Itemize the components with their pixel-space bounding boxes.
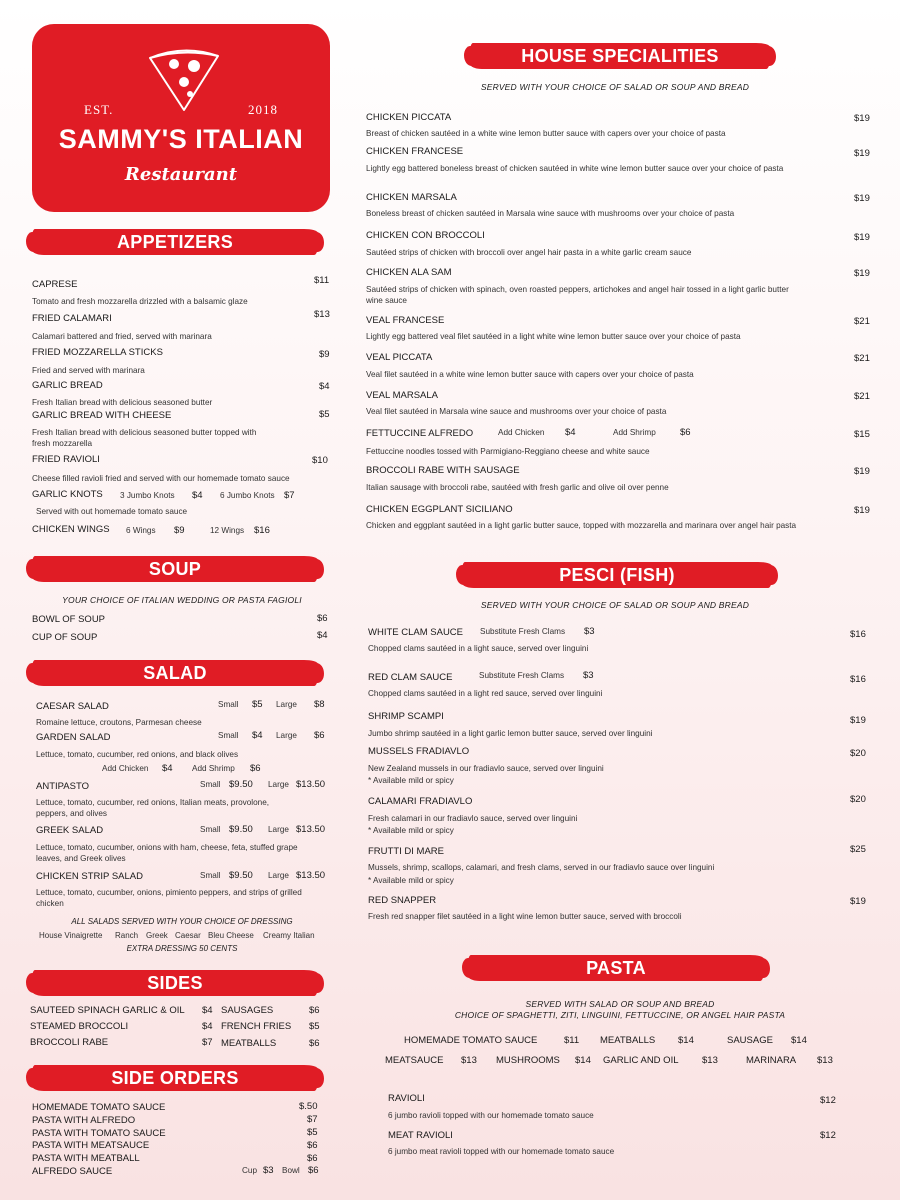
menu-item-price: $21 [854, 353, 870, 364]
menu-item-name: WHITE CLAM SAUCE [368, 627, 464, 638]
small-price: $9.50 [229, 870, 253, 881]
menu-item-price: $19 [850, 715, 866, 726]
pasta-option-name: MUSHROOMS [496, 1055, 560, 1066]
side-orders-header: SIDE ORDERS [32, 1065, 318, 1091]
option-label: 3 Jumbo Knots [120, 491, 175, 500]
option-price: $7 [284, 490, 295, 501]
option-price: $3 [584, 626, 595, 637]
pizza-slice-icon [144, 44, 222, 112]
option-label: Add Shrimp [613, 428, 656, 437]
restaurant-logo [32, 24, 330, 212]
spicy-note: * Available mild or spicy [368, 776, 454, 785]
large-label: Large [276, 731, 297, 740]
add-shrimp-price: $6 [250, 763, 261, 774]
option-label: 6 Jumbo Knots [220, 491, 275, 500]
large-label: Large [276, 700, 297, 709]
large-price: $13.50 [296, 824, 326, 835]
menu-item-price: $11 [314, 275, 330, 286]
menu-item-price: $5 [309, 1021, 320, 1032]
pasta-option-price: $13 [702, 1055, 718, 1066]
menu-item-price: $19 [854, 268, 870, 279]
menu-item-desc: Lightly egg battered veal filet sautéed in a light white wine lemon butter sauce over your choice of pasta [366, 332, 741, 341]
menu-item-name: CHICKEN FRANCESE [366, 146, 464, 157]
restaurant-name: SAMMY'S ITALIAN [58, 124, 304, 154]
menu-item-name: ANTIPASTO [36, 781, 89, 792]
pasta-option-price: $13 [461, 1055, 477, 1066]
menu-item-name: MUSSELS FRADIAVLO [368, 746, 470, 757]
menu-item-price: $19 [854, 232, 870, 243]
dressing-option: Creamy Italian [263, 931, 315, 940]
menu-item-desc: Lettuce, tomato, cucumber, onions, pimiento peppers, and strips of grilled chicken [36, 888, 302, 908]
menu-item-desc: Cheese filled ravioli fried and served with our homemade tomato sauce [32, 474, 290, 483]
pasta-choice-note: CHOICE OF SPAGHETTI, ZITI, LINGUINI, FETTUCCINE, OR ANGEL HAIR PASTA [454, 1010, 786, 1020]
menu-item-price: $4 [317, 630, 328, 641]
menu-item-name: PASTA WITH MEATBALL [32, 1153, 140, 1164]
small-label: Small [200, 871, 221, 880]
menu-item-name: BROCCOLI RABE [30, 1037, 109, 1048]
menu-item-price: $6 [309, 1005, 320, 1016]
option-label: 12 Wings [210, 526, 245, 535]
option-label: Substitute Fresh Clams [479, 671, 565, 680]
small-price: $9.50 [229, 824, 253, 835]
menu-item-desc: Tomato and fresh mozzarella drizzled with a balsamic glaze [32, 297, 248, 306]
menu-item-price: $19 [854, 466, 870, 477]
menu-item-name: MEAT RAVIOLI [388, 1130, 453, 1141]
menu-item-price: $19 [854, 505, 870, 516]
dressing-option: Bleu Cheese [208, 931, 254, 940]
menu-item-name: SAUTEED SPINACH GARLIC & OIL [30, 1005, 185, 1016]
menu-item-desc: Veal filet sautéed in Marsala wine sauce and mushrooms over your choice of pasta [366, 407, 667, 416]
menu-item-desc: Romaine lettuce, croutons, Parmesan cheese [36, 718, 202, 727]
option-price: $3 [583, 670, 594, 681]
menu-item-name: FRENCH FRIES [221, 1021, 292, 1032]
spicy-note: * Available mild or spicy [368, 876, 454, 885]
menu-item-price: $.50 [299, 1101, 318, 1112]
menu-item-desc: 6 jumbo ravioli topped with our homemade tomato sauce [388, 1111, 594, 1120]
menu-item-desc: Fettuccine noodles tossed with Parmigiano-Reggiano cheese and white sauce [366, 447, 650, 456]
menu-item-name: HOMEMADE TOMATO SAUCE [32, 1102, 166, 1113]
menu-item-price: $5 [319, 409, 330, 420]
pasta-option-price: $11 [564, 1035, 580, 1046]
menu-item-name: CHICKEN ALA SAM [366, 267, 452, 278]
menu-item-price: $10 [312, 455, 328, 466]
menu-item-price: $19 [854, 113, 870, 124]
cup-price: $3 [263, 1165, 274, 1176]
menu-item-price: $16 [850, 674, 866, 685]
menu-item-price: $19 [854, 148, 870, 159]
menu-item-price: $25 [850, 844, 866, 855]
menu-item-desc: Sautéed strips of chicken with broccoli over angel hair pasta in a white garlic cream sauce [366, 248, 692, 257]
menu-item-name: PASTA WITH ALFREDO [32, 1115, 136, 1126]
menu-item-desc: Calamari battered and fried, served with marinara [32, 332, 212, 341]
menu-item-name: PASTA WITH MEATSAUCE [32, 1140, 150, 1151]
option-price: $6 [680, 427, 691, 438]
menu-item-name: FRIED RAVIOLI [32, 454, 100, 465]
add-chicken-label: Add Chicken [102, 764, 149, 773]
menu-item-name: CHICKEN EGGPLANT SICILIANO [366, 504, 513, 515]
menu-item-name: GREEK SALAD [36, 825, 104, 836]
menu-item-desc: Fried and served with marinara [32, 366, 145, 375]
menu-item-desc: Lettuce, tomato, cucumber, onions with ham, cheese, feta, stuffed grape leaves, and Greek olives [36, 843, 298, 863]
menu-item-name: CAPRESE [32, 279, 78, 290]
menu-item-price: $21 [854, 316, 870, 327]
dressing-option: House Vinaigrette [39, 931, 103, 940]
menu-item-price: $16 [850, 629, 866, 640]
large-label: Large [268, 825, 289, 834]
menu-item-price: $7 [202, 1037, 213, 1048]
pasta-option-price: $13 [817, 1055, 833, 1066]
menu-item-name: CALAMARI FRADIAVLO [368, 796, 473, 807]
option-price: $9 [174, 525, 185, 536]
small-label: Small [218, 731, 239, 740]
menu-item-price: $6 [307, 1153, 318, 1164]
large-label: Large [268, 871, 289, 880]
logo-year: 2018 [248, 102, 278, 117]
menu-item-price: $19 [850, 896, 866, 907]
menu-item-desc: Lettuce, tomato, cucumber, red onions, and black olives [36, 750, 239, 759]
large-price: $8 [314, 699, 325, 710]
pasta-option-name: MARINARA [746, 1055, 797, 1066]
menu-item-name: CHICKEN STRIP SALAD [36, 871, 143, 882]
menu-item-name: GARDEN SALAD [36, 732, 111, 743]
menu-item-price: $15 [854, 429, 870, 440]
small-price: $9.50 [229, 779, 253, 790]
dressing-note: ALL SALADS SERVED WITH YOUR CHOICE OF DRESSING [71, 917, 293, 926]
menu-item-name: PASTA WITH TOMATO SAUCE [32, 1128, 166, 1139]
small-price: $5 [252, 699, 263, 710]
large-price: $6 [314, 730, 325, 741]
menu-item-name: BROCCOLI RABE WITH SAUSAGE [366, 465, 520, 476]
large-price: $13.50 [296, 779, 326, 790]
add-chicken-price: $4 [162, 763, 173, 774]
pasta-option-price: $14 [575, 1055, 591, 1066]
menu-item-name: CAESAR SALAD [36, 701, 109, 712]
menu-item-name: CUP OF SOUP [32, 632, 98, 643]
menu-item-name: FRIED CALAMARI [32, 313, 112, 324]
extra-dressing-note: EXTRA DRESSING 50 CENTS [126, 944, 238, 953]
menu-item-desc: Fresh calamari in our fradiavlo sauce, served over linguini [368, 814, 578, 823]
menu-item-name: VEAL FRANCESE [366, 315, 445, 326]
menu-item-price: $20 [850, 794, 866, 805]
house-note: SERVED WITH YOUR CHOICE OF SALAD OR SOUP AND BREAD [480, 82, 750, 92]
menu-item-desc: Fresh Italian bread with delicious seasoned butter [32, 398, 213, 407]
menu-item-price: $4 [202, 1021, 213, 1032]
menu-item-name: FRUTTI DI MARE [368, 846, 444, 857]
menu-item-name: SAUSAGES [221, 1005, 274, 1016]
bowl-price: $6 [308, 1165, 319, 1176]
menu-item-price: $19 [854, 193, 870, 204]
menu-item-name: ALFREDO SAUCE [32, 1166, 113, 1177]
menu-item-desc: Fresh Italian bread with delicious seasoned butter topped with fresh mozzarella [32, 428, 257, 448]
menu-item-name: CHICKEN PICCATA [366, 112, 452, 123]
menu-item-price: $9 [319, 349, 330, 360]
pasta-option-name: GARLIC AND OIL [603, 1055, 679, 1066]
menu-item-desc: Chicken and eggplant sautéed in a light garlic butter sauce, topped with mozzarella and marinara over angel hair pasta [366, 521, 797, 530]
menu-item-desc: Chopped clams sautéed in a light red sauce, served over linguini [368, 689, 603, 698]
option-label: Add Chicken [498, 428, 545, 437]
menu-item-price: $12 [820, 1130, 836, 1141]
menu-item-desc: Chopped clams sautéed in a light sauce, served over linguini [368, 644, 589, 653]
soup-note: YOUR CHOICE OF ITALIAN WEDDING OR PASTA FAGIOLI [62, 595, 302, 605]
menu-item-desc: Jumbo shrimp sautéed in a light garlic lemon butter sauce, served over linguini [368, 729, 653, 738]
menu-item-name: CHICKEN WINGS [32, 524, 110, 535]
menu-item-price: $21 [854, 391, 870, 402]
menu-item-desc: Italian sausage with broccoli rabe, sautéed with fresh garlic and olive oil over penne [366, 483, 669, 492]
small-label: Small [218, 700, 239, 709]
menu-item-price: $20 [850, 748, 866, 759]
menu-item-price: $7 [307, 1114, 318, 1125]
option-price: $16 [254, 525, 270, 536]
option-label: Substitute Fresh Clams [480, 627, 566, 636]
menu-item-price: $12 [820, 1095, 836, 1106]
bowl-label: Bowl [282, 1166, 300, 1175]
pesci-header: PESCI (FISH) [462, 562, 772, 588]
menu-item-name: GARLIC BREAD WITH CHEESE [32, 410, 172, 421]
restaurant-subtitle: Restaurant [124, 164, 238, 185]
menu-item-desc: Lettuce, tomato, cucumber, red onions, Italian meats, provolone, peppers, and olives [36, 798, 270, 818]
pasta-option-price: $14 [678, 1035, 694, 1046]
menu-item-name: RED CLAM SAUCE [368, 672, 453, 683]
option-label: 6 Wings [126, 526, 156, 535]
large-label: Large [268, 780, 289, 789]
pasta-option-name: HOMEMADE TOMATO SAUCE [404, 1035, 538, 1046]
menu-item-price: $6 [309, 1038, 320, 1049]
option-price: $4 [565, 427, 576, 438]
spicy-note: * Available mild or spicy [368, 826, 454, 835]
menu-item-name: FETTUCCINE ALFREDO [366, 428, 474, 439]
menu-item-name: CHICKEN CON BROCCOLI [366, 230, 485, 241]
menu-item-price: $4 [319, 381, 330, 392]
sides-header: SIDES [32, 970, 318, 996]
pasta-header: PASTA [468, 955, 764, 981]
menu-item-desc: Veal filet sautéed in a white wine lemon butter sauce with capers over your choice of pasta [366, 370, 694, 379]
pesci-note: SERVED WITH YOUR CHOICE OF SALAD OR SOUP AND BREAD [480, 600, 750, 610]
menu-item-name: RAVIOLI [388, 1093, 425, 1104]
menu-item-name: STEAMED BROCCOLI [30, 1021, 129, 1032]
menu-item-name: VEAL MARSALA [366, 390, 438, 401]
salad-header: SALAD [32, 660, 318, 686]
menu-item-price: $6 [307, 1140, 318, 1151]
menu-item-name: GARLIC KNOTS [32, 489, 103, 500]
pasta-option-name: SAUSAGE [727, 1035, 773, 1046]
pasta-note: SERVED WITH SALAD OR SOUP AND BREAD [525, 999, 715, 1009]
small-label: Small [200, 825, 221, 834]
menu-item-name: BOWL OF SOUP [32, 614, 106, 625]
menu-item-desc: Served with out homemade tomato sauce [36, 507, 188, 516]
appetizers-header: APPETIZERS [32, 229, 318, 255]
menu-item-desc: Lightly egg battered boneless breast of chicken sautéed in white wine lemon butter sauce over your choice of pasta [366, 164, 784, 173]
menu-item-name: RED SNAPPER [368, 895, 437, 906]
menu-item-desc: 6 jumbo meat ravioli topped with our homemade tomato sauce [388, 1147, 615, 1156]
menu-item-name: MEATBALLS [221, 1038, 277, 1049]
menu-item-desc: Sautéed strips of chicken with spinach, oven roasted peppers, artichokes and angel hair tossed in a light garlic butter wine sauce [366, 285, 789, 305]
menu-item-name: CHICKEN MARSALA [366, 192, 457, 203]
menu-item-desc: Mussels, shrimp, scallops, calamari, and fresh clams, served in our fradiavlo sauce over linguini [368, 863, 715, 872]
menu-item-name: GARLIC BREAD [32, 380, 103, 391]
small-price: $4 [252, 730, 263, 741]
menu-item-price: $4 [202, 1005, 213, 1016]
dressing-option: Greek [146, 931, 168, 940]
menu-item-name: VEAL PICCATA [366, 352, 433, 363]
large-price: $13.50 [296, 870, 326, 881]
menu-item-price: $5 [307, 1127, 318, 1138]
logo-est: EST. [84, 102, 114, 117]
menu-item-price: $13 [314, 309, 330, 320]
menu-item-name: FRIED MOZZARELLA STICKS [32, 347, 163, 358]
menu-item-desc: Boneless breast of chicken sautéed in Marsala wine sauce with mushrooms over your choice of pasta [366, 209, 735, 218]
menu-item-name: SHRIMP SCAMPI [368, 711, 444, 722]
add-shrimp-label: Add Shrimp [192, 764, 235, 773]
dressing-option: Caesar [175, 931, 201, 940]
menu-item-desc: Fresh red snapper filet sautéed in a light wine lemon butter sauce, served with broccoli [368, 912, 682, 921]
pasta-option-price: $14 [791, 1035, 807, 1046]
dressing-option: Ranch [115, 931, 139, 940]
menu-item-desc: New Zealand mussels in our fradiavlo sauce, served over linguini [368, 764, 604, 773]
pasta-option-name: MEATSAUCE [385, 1055, 444, 1066]
cup-label: Cup [242, 1166, 258, 1175]
house-specialities-header: HOUSE SPECIALITIES [470, 43, 770, 69]
menu-item-desc: Breast of chicken sautéed in a white wine lemon butter sauce with capers over your choice of pasta [366, 129, 726, 138]
pasta-option-name: MEATBALLS [600, 1035, 656, 1046]
menu-item-price: $6 [317, 613, 328, 624]
option-price: $4 [192, 490, 203, 501]
small-label: Small [200, 780, 221, 789]
soup-header: SOUP [32, 556, 318, 582]
